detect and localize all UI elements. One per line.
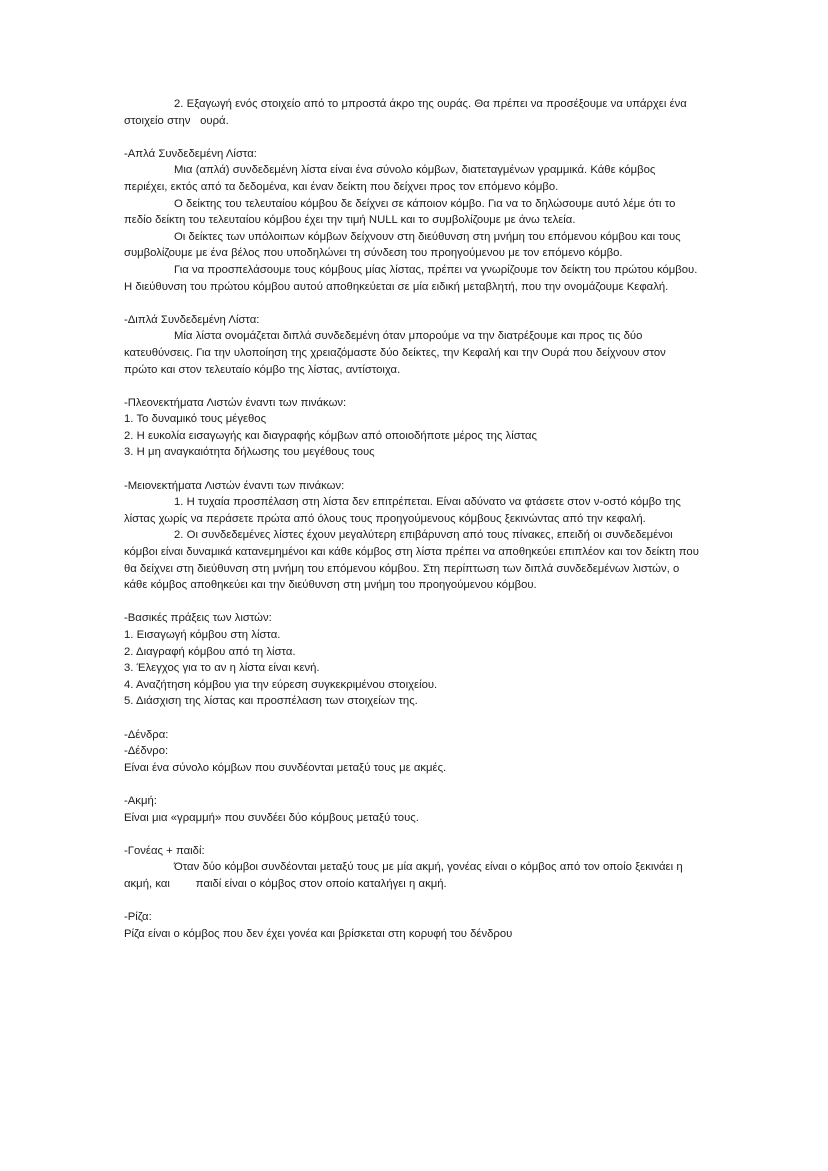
- list-item-advantage-2: 2. Η ευκολία εισαγωγής και διαγραφής κόμβων από οποιοδήποτε μέρος της λίστας: [124, 429, 537, 442]
- subheading-edge: -Ακμή:: [124, 794, 157, 807]
- paragraph-spacer: [124, 776, 702, 793]
- heading-trees: -Δένδρα:: [124, 728, 169, 741]
- subheading-tree: -Δέδνρο:: [124, 745, 169, 758]
- list-item-advantage-3: 3. Η μη αναγκαιότητα δήλωσης του μεγέθους τους: [124, 446, 375, 459]
- definition-tree: Είναι ένα σύνολο κόμβων που συνδέονται μεταξύ τους με ακμές.: [124, 761, 447, 774]
- paragraph-spacer: [124, 129, 702, 146]
- paragraph-spacer: [124, 710, 702, 727]
- subheading-parent-child: -Γονέας + παιδί:: [124, 844, 205, 857]
- paragraph-queue-item-2: 2. Εξαγωγή ενός στοιχείο από το μπροστά άκρο της ουράς. Θα πρέπει να προσέξουμε να υπάρχει ένα στοιχείο στην ουρά.: [124, 98, 691, 127]
- paragraph-disadvantage-1: 1. Η τυχαία προσπέλαση στη λίστα δεν επιτρέπεται. Είναι αδύνατο να φτάσετε στον ν-οστό κόμβο της λίστας χωρίς να περάσετε πρώτα από όλους τους προηγούμενους κόμβους ξεκινώντας από την κεφαλή.: [124, 496, 685, 525]
- list-item-operation-5: 5. Διάσχιση της λίστας και προσπέλαση των στοιχείων της.: [124, 695, 418, 708]
- paragraph-singly-p4: Για να προσπελάσουμε τους κόμβους μίας λίστας, πρέπει να γνωρίζουμε τον δείκτη του πρώτου κόμβου. Η διεύθυνση του πρώτου κόμβου αυτού αποθηκεύεται σε μία ειδική μεταβλητή, που την ονομάζουμε Κεφαλή.: [124, 263, 701, 293]
- list-item-operation-3: 3. Έλεγχος για το αν η λίστα είναι κενή.: [124, 662, 320, 675]
- paragraph-spacer: [124, 893, 702, 910]
- paragraph-spacer: [124, 826, 702, 843]
- definition-root: Ρίζα είναι ο κόμβος που δεν έχει γονέα και βρίσκεται στη κορυφή του δένδρου: [124, 927, 513, 940]
- paragraph-doubly-p1: Μία λίστα ονομάζεται διπλά συνδεδεμένη όταν μπορούμε να την διατρέξουμε και προς τις δύο κατευθύνσεις. Για την υλοποίηση της χρειαζόμαστε δύο δείκτες, την Κεφαλή και την Ουρά που δείχνουν στον πρώτο και στον τελευταίο κόμβο της λίστας, αντίστοιχα.: [124, 330, 670, 376]
- paragraph-spacer: [124, 378, 702, 395]
- list-item-operation-2: 2. Διαγραφή κόμβου από τη λίστα.: [124, 645, 296, 658]
- heading-doubly-linked-list: -Διπλά Συνδεδεμένη Λίστα:: [124, 313, 260, 326]
- paragraph-spacer: [124, 295, 702, 312]
- document-text-body: [124, 96, 702, 942]
- list-item-operation-4: 4. Αναζήτηση κόμβου για την εύρεση συγκεκριμένου στοιχείου.: [124, 678, 438, 691]
- list-item-advantage-1: 1. Το δυναμικό τους μέγεθος: [124, 413, 267, 426]
- heading-disadvantages: -Μειονεκτήματα Λιστών έναντι των πινάκων:: [124, 479, 345, 492]
- definition-edge: Είναι μια «γραμμή» που συνδέει δύο κόμβους μεταξύ τους.: [124, 811, 419, 824]
- paragraph-singly-p1: Μια (απλά) συνδεδεμένη λίστα είναι ένα σύνολο κόμβων, διατεταγμένων γραμμικά. Κάθε κόμβος περιέχει, εκτός από τα δεδομένα, και έναν δείκτη που δείχνει προς τον επόμενο κόμβο.: [124, 164, 659, 193]
- heading-basic-operations: -Βασικές πράξεις των λιστών:: [124, 612, 272, 625]
- definition-parent-child: Όταν δύο κόμβοι συνδέονται μεταξύ τους με μία ακμή, γονέας είναι ο κόμβος από τον οποίο ξεκινάει η ακμή, και παιδί είναι ο κόμβος στον οποίο καταλήγει η ακμή.: [124, 861, 686, 890]
- paragraph-spacer: [124, 594, 702, 611]
- paragraph-singly-p2: Ο δείκτης του τελευταίου κόμβου δε δείχνει σε κάποιον κόμβο. Για να το δηλώσουμε αυτό λέμε ότι το πεδίο δείκτη του τελευταίου κόμβου έχει την τιμή NULL και το συμβολίζουμε με άνω τελεία.: [124, 197, 679, 227]
- heading-advantages: -Πλεονεκτήματα Λιστών έναντι των πινάκων:: [124, 396, 347, 409]
- paragraph-disadvantage-2: 2. Οι συνδεδεμένες λίστες έχουν μεγαλύτερη επιβάρυνση από τους πίνακες, επειδή οι συνδεδεμένοι κόμβοι είναι δυναμικά κατανεμημένοι και κάθε κόμβος στη λίστα πρέπει να αποθηκεύει επιπλέον και τον δείκτη που θα δείχνει στη διεύθυνση στη μνήμη του επόμενου κόμβου. Στη περίπτωση των διπλά συνδεδεμένων λιστών, ο κάθε κόμβος αποθηκεύει και την διεύθυνση στη μνήμη του προηγούμενου κόμβου.: [124, 529, 703, 592]
- list-item-operation-1: 1. Εισαγωγή κόμβου στη λίστα.: [124, 629, 281, 641]
- paragraph-spacer: [124, 461, 702, 478]
- subheading-root: -Ρίζα:: [124, 911, 152, 924]
- paragraph-singly-p3: Οι δείκτες των υπόλοιπων κόμβων δείχνουν στη διεύθυνση στη μνήμη του επόμενου κόμβου και τους συμβολίζουμε με ένα βέλος που υποδηλώνει τη σύνδεση του προηγούμενου με τον επόμενο κόμβο.: [124, 230, 684, 260]
- heading-singly-linked-list: -Απλά Συνδεδεμένη Λίστα:: [124, 147, 257, 160]
